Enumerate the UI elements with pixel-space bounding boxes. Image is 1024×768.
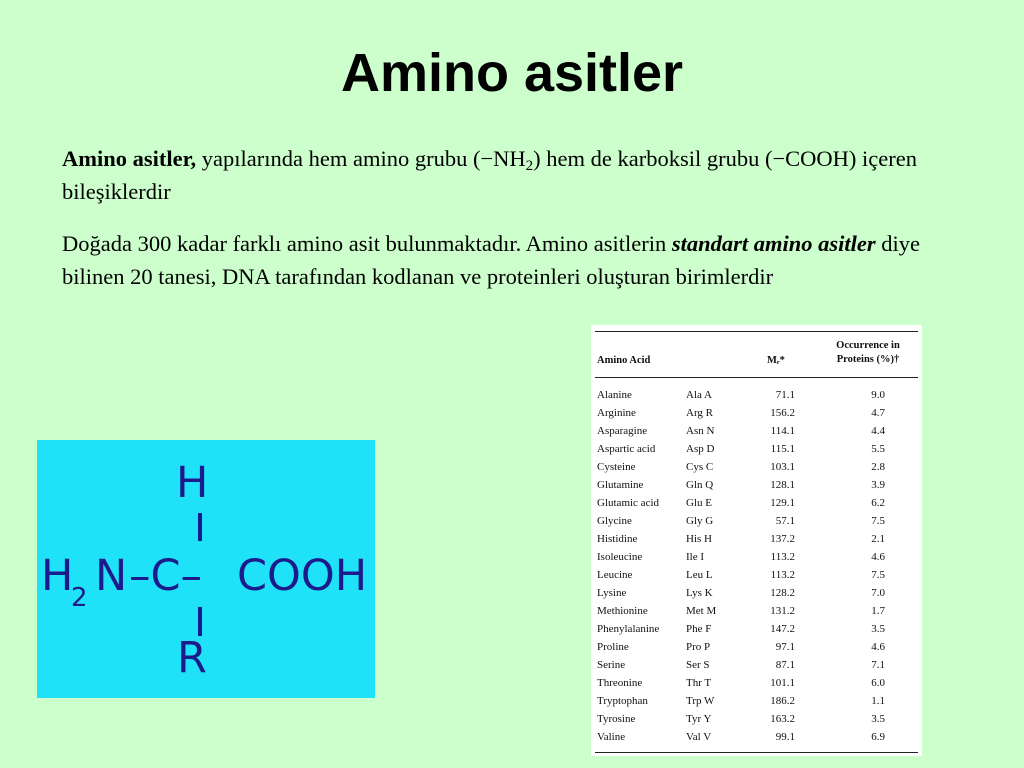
cell-mr: 113.2 xyxy=(770,569,795,581)
nh2-subscript: 2 xyxy=(525,158,534,174)
table-row xyxy=(591,602,922,620)
cell-mr: 147.2 xyxy=(770,623,795,635)
cell-mr: 137.2 xyxy=(770,533,795,545)
cell-occurrence: 6.9 xyxy=(871,731,885,743)
formula-top-atom: H xyxy=(176,458,209,508)
cell-mr: 97.1 xyxy=(775,641,795,653)
table-row xyxy=(591,656,922,674)
cell-occurrence: 2.8 xyxy=(871,461,885,473)
table-row xyxy=(591,620,922,638)
definition-text-b: ) hem de karboksil grubu (−COOH) içeren bileşiklerdir xyxy=(62,146,917,204)
cell-amino-acid: Tyrosine xyxy=(597,713,636,725)
cell-amino-acid: Lysine xyxy=(597,587,627,599)
cell-abbreviation: Trp W xyxy=(686,695,715,707)
cell-amino-acid: Cysteine xyxy=(597,461,636,473)
cell-amino-acid: Arginine xyxy=(597,407,636,419)
table-row xyxy=(591,530,922,548)
formula-center-carbon: –C– xyxy=(129,551,203,601)
cell-occurrence: 1.1 xyxy=(871,695,885,707)
standard-text-b: diye bilinen 20 tanesi, DNA tarafından kodlanan ve proteinleri oluşturan birimlerdir xyxy=(62,231,921,289)
cell-mr: 103.1 xyxy=(770,461,795,473)
cell-mr: 115.1 xyxy=(770,443,795,455)
cell-abbreviation: Phe F xyxy=(686,623,712,635)
standard-text-a: Doğada 300 kadar farklı amino asit bulunmaktadır. Amino asitlerin xyxy=(62,231,672,256)
table-row xyxy=(591,404,922,422)
header-mr: Mᵣ* xyxy=(767,355,785,366)
cell-occurrence: 4.4 xyxy=(871,425,885,437)
formula-amine-h: H xyxy=(41,551,74,601)
cell-abbreviation: Glu E xyxy=(686,497,712,509)
cell-amino-acid: Phenylalanine xyxy=(597,623,660,635)
amino-acid-table xyxy=(591,325,922,756)
cell-mr: 163.2 xyxy=(770,713,795,725)
formula-amine-subscript: 2 xyxy=(71,583,88,613)
cell-abbreviation: Gln Q xyxy=(686,479,714,491)
formula-carboxyl: COOH xyxy=(237,551,368,601)
standard-term: standart amino asitler xyxy=(671,231,876,256)
cell-abbreviation: His H xyxy=(686,533,712,545)
cell-amino-acid: Proline xyxy=(597,641,629,653)
table-row xyxy=(591,710,922,728)
table-row xyxy=(591,728,922,746)
table-row xyxy=(591,638,922,656)
cell-occurrence: 5.5 xyxy=(871,443,885,455)
table-body xyxy=(591,386,922,746)
cell-abbreviation: Met M xyxy=(686,605,717,617)
cell-amino-acid: Aspartic acid xyxy=(597,443,656,455)
definition-term: Amino asitler, xyxy=(62,146,197,171)
table-row xyxy=(591,692,922,710)
cell-mr: 129.1 xyxy=(770,497,795,509)
cell-mr: 186.2 xyxy=(770,695,795,707)
cell-amino-acid: Serine xyxy=(597,659,626,671)
cell-mr: 101.1 xyxy=(770,677,795,689)
cell-mr: 57.1 xyxy=(775,515,795,527)
table-row xyxy=(591,548,922,566)
cell-occurrence: 4.6 xyxy=(871,551,885,563)
cell-amino-acid: Threonine xyxy=(597,677,643,689)
cell-abbreviation: Leu L xyxy=(686,569,713,581)
cell-abbreviation: Ser S xyxy=(686,659,710,671)
table-row xyxy=(591,386,922,404)
cell-amino-acid: Glutamic acid xyxy=(597,497,660,509)
table-row xyxy=(591,458,922,476)
cell-occurrence: 4.6 xyxy=(871,641,885,653)
cell-abbreviation: Ala A xyxy=(686,389,712,401)
definition-text-a: yapılarında hem amino grubu (−NH xyxy=(196,146,526,171)
cell-mr: 71.1 xyxy=(775,389,795,401)
cell-amino-acid: Histidine xyxy=(597,533,638,545)
cell-amino-acid: Glycine xyxy=(597,515,632,527)
cell-abbreviation: Gly G xyxy=(686,515,714,527)
table-row xyxy=(591,440,922,458)
header-occurrence xyxy=(813,339,923,367)
cell-abbreviation: Lys K xyxy=(686,587,713,599)
cell-abbreviation: Pro P xyxy=(686,641,711,653)
cell-occurrence: 6.2 xyxy=(871,497,885,509)
definition-paragraph xyxy=(62,142,952,208)
cell-amino-acid: Alanine xyxy=(597,389,632,401)
table-row xyxy=(591,476,922,494)
header-occurrence-line1: Occurrence in xyxy=(836,340,900,351)
cell-mr: 128.2 xyxy=(770,587,795,599)
table-row xyxy=(591,422,922,440)
cell-abbreviation: Arg R xyxy=(686,407,713,419)
cell-abbreviation: Asn N xyxy=(686,425,715,437)
table-top-rule xyxy=(595,331,918,332)
cell-amino-acid: Methionine xyxy=(597,605,648,617)
structure-formula-svg xyxy=(37,440,375,698)
cell-mr: 131.2 xyxy=(770,605,795,617)
cell-occurrence: 7.1 xyxy=(871,659,885,671)
table-header-rule xyxy=(595,377,918,378)
header-amino-acid: Amino Acid xyxy=(597,355,651,366)
cell-amino-acid: Asparagine xyxy=(597,425,648,437)
table-bottom-rule xyxy=(595,752,918,753)
cell-abbreviation: Asp D xyxy=(686,443,715,455)
cell-occurrence: 6.0 xyxy=(871,677,885,689)
cell-occurrence: 7.5 xyxy=(871,515,885,527)
table-row xyxy=(591,494,922,512)
cell-occurrence: 7.5 xyxy=(871,569,885,581)
cell-mr: 113.2 xyxy=(770,551,795,563)
cell-occurrence: 3.9 xyxy=(871,479,885,491)
standard-amino-acids-paragraph xyxy=(62,227,952,293)
header-occurrence-line2: Proteins (%)† xyxy=(836,354,900,365)
slide-title: Amino asitler xyxy=(340,43,684,103)
formula-amine-n: N xyxy=(95,551,128,601)
cell-amino-acid: Leucine xyxy=(597,569,633,581)
amino-acid-structure-figure xyxy=(37,440,375,698)
cell-mr: 114.1 xyxy=(770,425,795,437)
table-row xyxy=(591,512,922,530)
formula-side-chain: R xyxy=(177,633,207,683)
cell-amino-acid: Glutamine xyxy=(597,479,644,491)
cell-occurrence: 7.0 xyxy=(871,587,885,599)
cell-amino-acid: Valine xyxy=(597,731,626,743)
table-row xyxy=(591,674,922,692)
cell-abbreviation: Val V xyxy=(686,731,712,743)
cell-occurrence: 3.5 xyxy=(871,713,885,725)
cell-abbreviation: Tyr Y xyxy=(686,713,712,725)
cell-abbreviation: Ile I xyxy=(686,551,705,563)
cell-occurrence: 2.1 xyxy=(871,533,885,545)
table-row xyxy=(591,566,922,584)
cell-amino-acid: Isoleucine xyxy=(597,551,643,563)
cell-occurrence: 3.5 xyxy=(871,623,885,635)
cell-abbreviation: Thr T xyxy=(686,677,712,689)
cell-mr: 87.1 xyxy=(775,659,795,671)
table-row xyxy=(591,584,922,602)
cell-mr: 99.1 xyxy=(775,731,795,743)
cell-amino-acid: Tryptophan xyxy=(597,695,648,707)
cell-abbreviation: Cys C xyxy=(686,461,714,473)
cell-occurrence: 1.7 xyxy=(871,605,885,617)
cell-mr: 128.1 xyxy=(770,479,795,491)
cell-occurrence: 4.7 xyxy=(871,407,885,419)
cell-occurrence: 9.0 xyxy=(871,389,885,401)
cell-mr: 156.2 xyxy=(770,407,795,419)
